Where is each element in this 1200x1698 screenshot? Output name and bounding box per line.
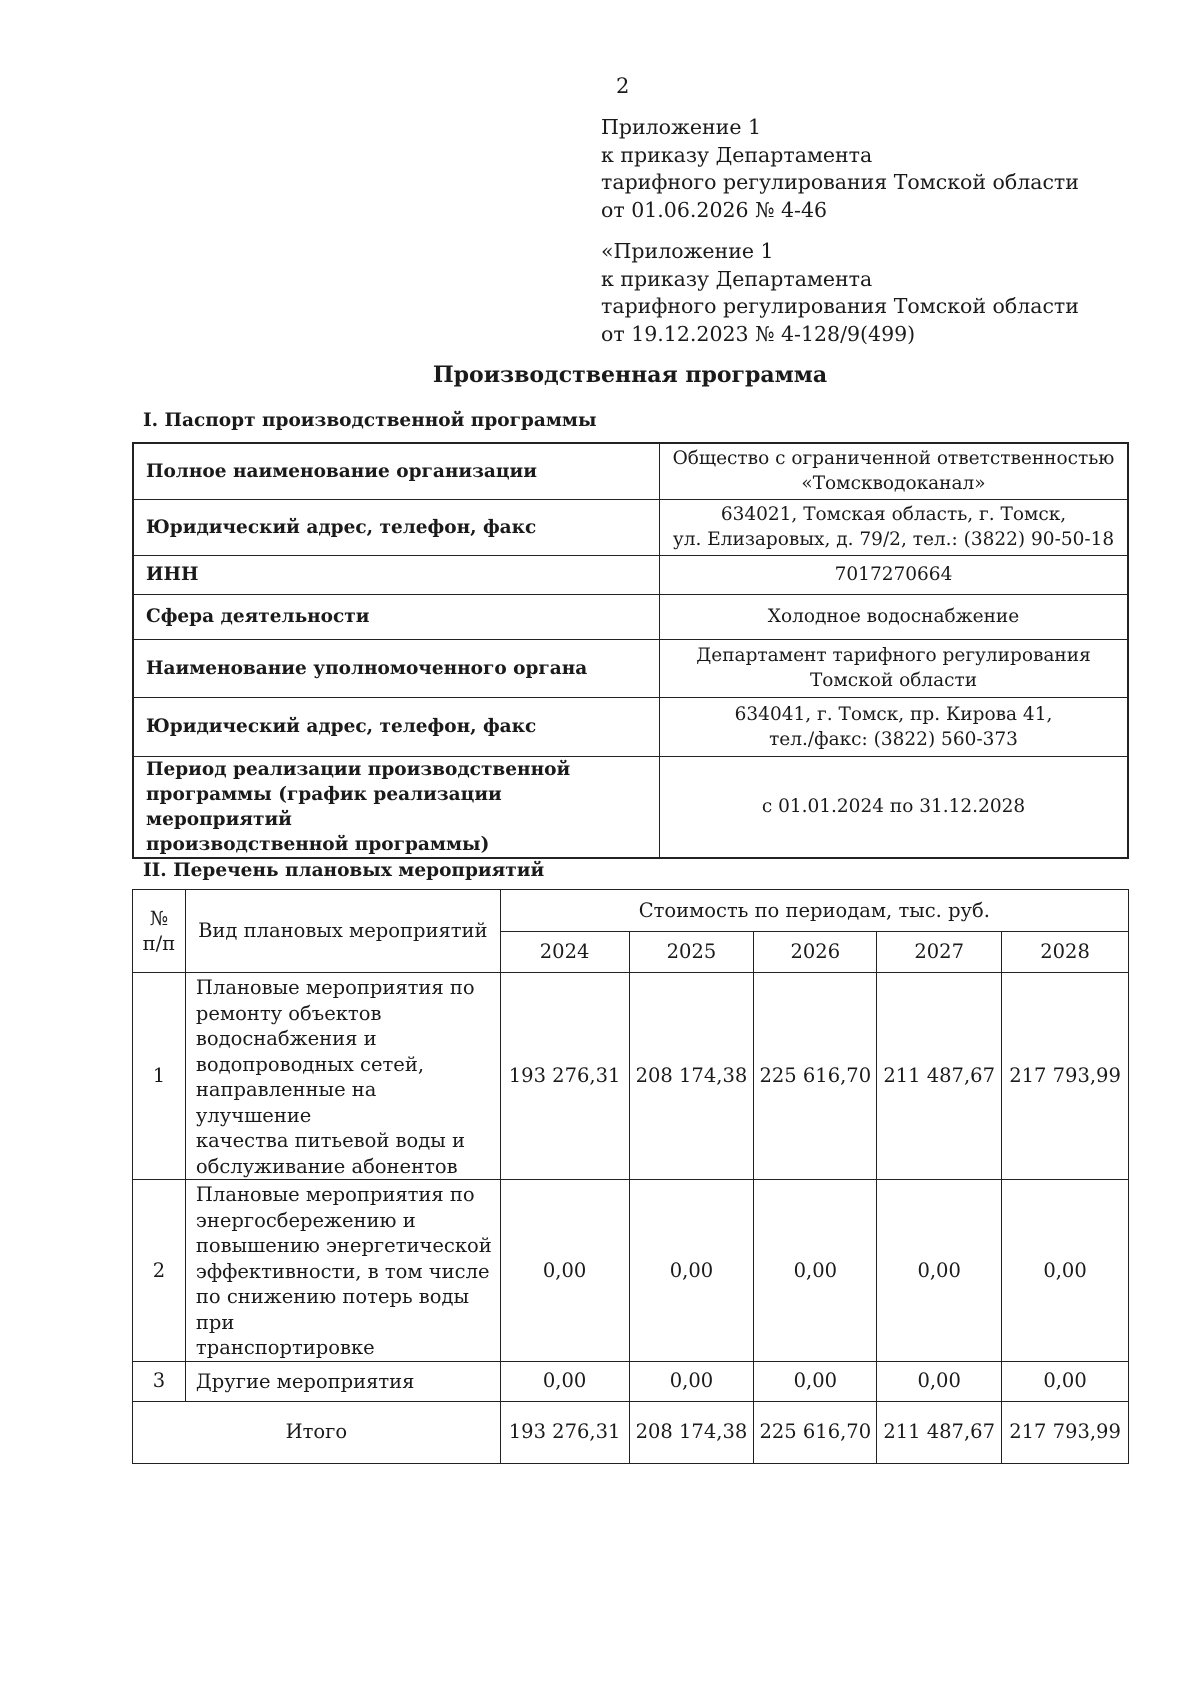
row-num: 2 — [133, 1180, 186, 1362]
row-value: 217 793,99 — [1002, 973, 1129, 1180]
table-row — [133, 639, 1128, 697]
appendix-line: тарифного регулирования Томской области — [601, 170, 1079, 194]
table-row — [133, 1180, 1129, 1362]
row-value: с 01.01.2024 по 31.12.2028 — [660, 756, 1129, 858]
header-year: 2028 — [1002, 932, 1129, 973]
table-total-row — [133, 1401, 1129, 1463]
row-value: 0,00 — [754, 1180, 877, 1362]
row-label: Полное наименование организации — [133, 443, 660, 499]
header-cost: Стоимость по периодам, тыс. руб. — [500, 890, 1128, 932]
row-value: 7017270664 — [660, 555, 1129, 594]
table-row — [133, 697, 1128, 756]
row-value: Департамент тарифного регулирования Томской области — [660, 639, 1129, 697]
total-value: 225 616,70 — [754, 1401, 877, 1463]
table-row — [133, 443, 1128, 499]
appendix-header-current — [601, 114, 1079, 224]
table-row — [133, 555, 1128, 594]
row-value: 0,00 — [500, 1361, 629, 1401]
row-label: Наименование уполномоченного органа — [133, 639, 660, 697]
appendix-line: к приказу Департамента — [601, 266, 873, 291]
row-value: Общество с ограниченной ответственностью «Томскводоканал» — [660, 443, 1129, 499]
row-value: 0,00 — [877, 1361, 1002, 1401]
row-label: Период реализации производственной программы (график реализации мероприятий производственной программы) — [133, 756, 660, 858]
total-value: 193 276,31 — [500, 1401, 629, 1463]
table-row — [133, 973, 1129, 1180]
total-value: 217 793,99 — [1002, 1401, 1129, 1463]
measures-table — [132, 889, 1129, 1464]
page-number: 2 — [616, 74, 630, 98]
appendix-line: тарифного регулирования Томской области — [601, 294, 1079, 318]
row-value: 0,00 — [877, 1180, 1002, 1362]
table-header-row — [133, 890, 1129, 932]
row-num: 1 — [133, 973, 186, 1180]
section-1-title: I. Паспорт производственной программы — [143, 410, 597, 431]
row-value: 0,00 — [1002, 1180, 1129, 1362]
row-value: 0,00 — [629, 1180, 754, 1362]
appendix-line: от 01.06.2026 № 4-46 — [601, 197, 828, 222]
appendix-line: от 19.12.2023 № 4-128/9(499) — [601, 321, 916, 346]
appendix-line: «Приложение 1 — [601, 239, 774, 263]
header-num: № п/п — [133, 890, 186, 973]
total-value: 208 174,38 — [629, 1401, 754, 1463]
table-row — [133, 1361, 1129, 1401]
row-label: ИНН — [133, 555, 660, 594]
header-year: 2026 — [754, 932, 877, 973]
appendix-line: к приказу Департамента — [601, 142, 873, 167]
row-value: 208 174,38 — [629, 973, 754, 1180]
row-label: Сфера деятельности — [133, 594, 660, 639]
header-year: 2027 — [877, 932, 1002, 973]
row-label: Юридический адрес, телефон, факс — [133, 499, 660, 555]
header-year: 2025 — [629, 932, 754, 973]
row-value: 211 487,67 — [877, 973, 1002, 1180]
row-value: 0,00 — [1002, 1361, 1129, 1401]
row-value: 0,00 — [500, 1180, 629, 1362]
total-value: 211 487,67 — [877, 1401, 1002, 1463]
row-value: Холодное водоснабжение — [660, 594, 1129, 639]
row-description: Плановые мероприятия по энергосбережению и повышению энергетической эффективности, в том числе по снижению потерь воды при транспортировке — [185, 1180, 500, 1362]
appendix-line: Приложение 1 — [601, 115, 762, 139]
row-num: 3 — [133, 1361, 186, 1401]
header-type: Вид плановых мероприятий — [185, 890, 500, 973]
total-label: Итого — [133, 1401, 501, 1463]
row-value: 0,00 — [754, 1361, 877, 1401]
row-value: 634041, г. Томск, пр. Кирова 41, тел./факс: (3822) 560-373 — [660, 697, 1129, 756]
row-value: 0,00 — [629, 1361, 754, 1401]
section-2-title: II. Перечень плановых мероприятий — [143, 860, 545, 881]
document-title: Производственная программа — [432, 362, 828, 388]
row-label: Юридический адрес, телефон, факс — [133, 697, 660, 756]
table-row — [133, 594, 1128, 639]
row-value: 225 616,70 — [754, 973, 877, 1180]
appendix-header-original — [601, 238, 1079, 348]
table-row — [133, 499, 1128, 555]
row-value: 193 276,31 — [500, 973, 629, 1180]
row-value: 634021, Томская область, г. Томск, ул. Елизаровых, д. 79/2, тел.: (3822) 90-50-18 — [660, 499, 1129, 555]
passport-table — [132, 442, 1129, 859]
header-year: 2024 — [500, 932, 629, 973]
row-description: Другие мероприятия — [185, 1361, 500, 1401]
table-row — [133, 756, 1128, 858]
row-description: Плановые мероприятия по ремонту объектов водоснабжения и водопроводных сетей, направленные на улучшение качества питьевой воды и обслуживание абонентов — [185, 973, 500, 1180]
